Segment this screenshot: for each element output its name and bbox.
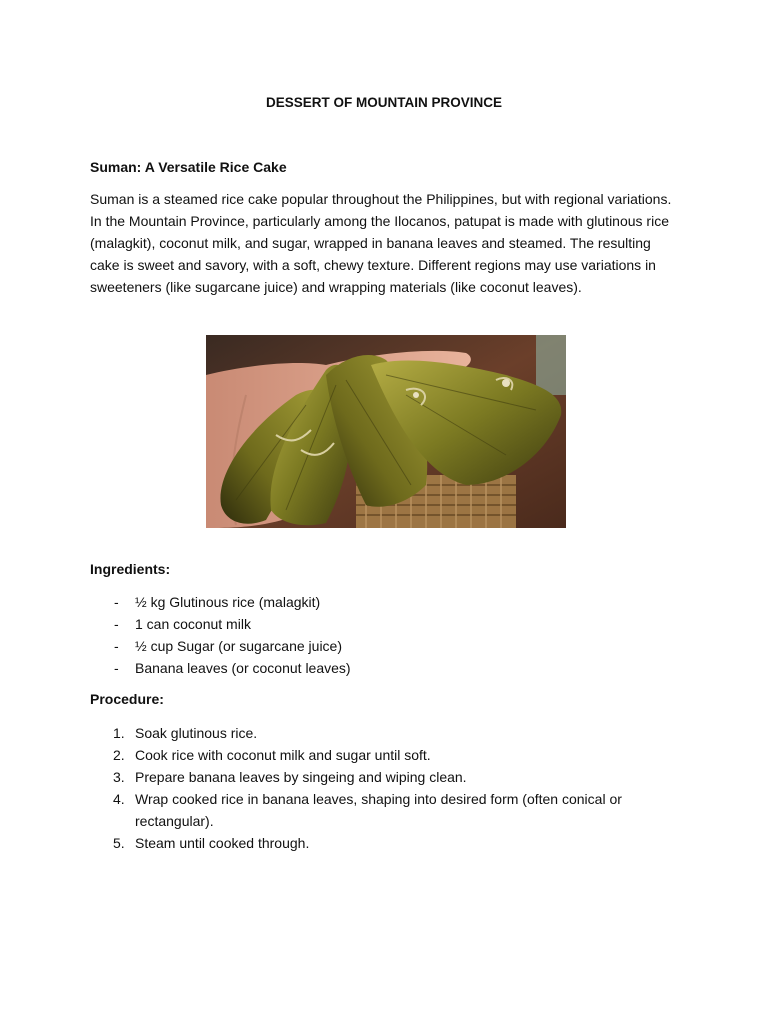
step-text: Cook rice with coconut milk and sugar until soft. — [135, 747, 431, 763]
procedure-list — [90, 722, 670, 854]
list-item — [90, 766, 670, 788]
document-title: DESSERT OF MOUNTAIN PROVINCE — [265, 95, 502, 110]
step-number: 1. — [113, 725, 125, 741]
ingredients-heading: Ingredients: — [90, 561, 171, 577]
list-item — [90, 744, 670, 766]
intro-paragraph: Suman is a steamed rice cake popular throughout the Philippines, but with regional variations. In the Mountain Province, particularly among the Ilocanos, patupat is made with glutinous rice (malagkit), coconut milk, and sugar, wrapped in banana leaves and steamed. The resulting cake is sweet and savory, with a soft, chewy texture. Different regions may use variations in sweeteners (like sugarcane juice) and wrapping materials (like coconut leaves). — [90, 191, 672, 295]
step-number: 2. — [113, 747, 125, 763]
step-number: 4. — [113, 791, 125, 807]
ingredients-list — [90, 591, 351, 679]
step-text: Prepare banana leaves by singeing and wiping clean. — [135, 769, 467, 785]
list-item — [90, 788, 670, 832]
suman-photo — [206, 335, 566, 528]
list-item: - 1 can coconut milk — [90, 613, 351, 635]
procedure-heading: Procedure: — [90, 691, 164, 707]
list-item — [90, 832, 670, 854]
step-text: Wrap cooked rice in banana leaves, shaping into desired form (often conical or rectangular). — [135, 791, 622, 829]
step-number: 5. — [113, 835, 125, 851]
step-number: 3. — [113, 769, 125, 785]
step-text: Steam until cooked through. — [135, 835, 310, 851]
section-heading: Suman: A Versatile Rice Cake — [90, 159, 287, 175]
list-item: - ½ cup Sugar (or sugarcane juice) — [90, 635, 351, 657]
list-item — [90, 722, 670, 744]
list-item: - ½ kg Glutinous rice (malagkit) — [90, 591, 351, 613]
list-item: - Banana leaves (or coconut leaves) — [90, 657, 351, 679]
step-text: Soak glutinous rice. — [135, 725, 258, 741]
